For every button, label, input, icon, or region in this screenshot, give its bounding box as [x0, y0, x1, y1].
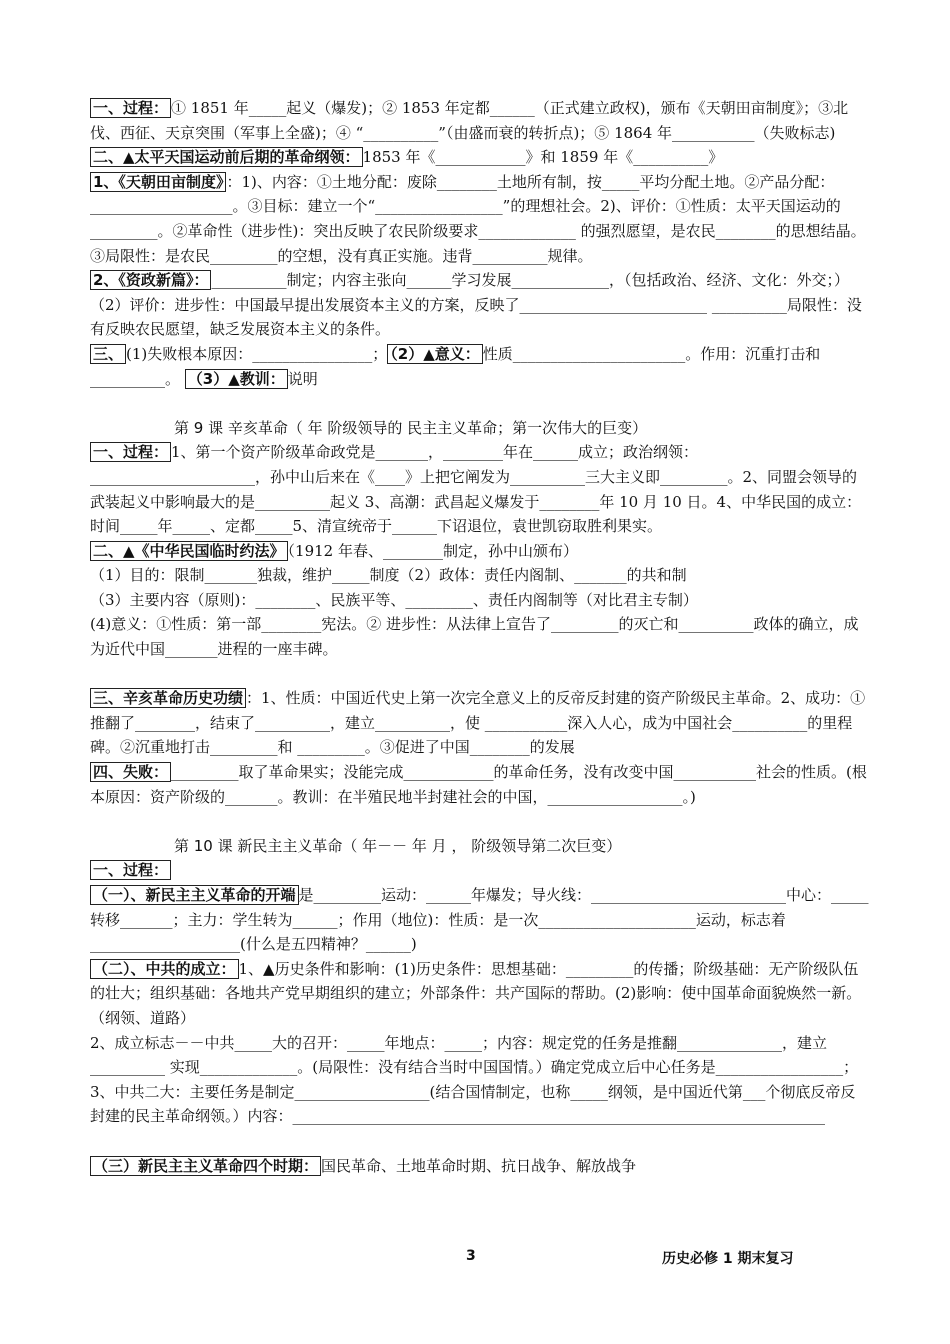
- section-heading: 1、《天朝田亩制度》: [90, 172, 226, 192]
- paragraph-text: 1853 年《____________》和 1859 年《__________》: [362, 148, 724, 167]
- paragraph-text: ① 1851 年_____起义（爆发)；② 1853 年定都______（正式建立政权)，颁布《天朝田亩制度》；③北伐、西征、天京突围（军事上全盛)；④ “__________”（由盛而衰的转折点)；⑤ 1864 年___________（失败标志): [90, 99, 849, 142]
- paragraph: [90, 957, 870, 1031]
- section-heading: （二）、中共的成立：: [90, 959, 239, 979]
- paragraph-text: 1、第一个资产阶级革命政党是_______，________年在______成立；政治纲领：______________________，孙中山后来在《____》上把它阐发为__________三大主义即_________。2、同盟会领导的武装起义中影响最大的是__________起义 3、高潮：武昌起义爆发于________年 10 月 10 日。4、中华民国的成立：时间_____年_____、定都_____5、清宣统帝于______下诏退位，袁世凯窃取胜利果实。: [90, 443, 862, 536]
- paragraph-text: (4)意义：①性质：第一部________宪法。② 进步性：从法律上宣告了_________的灭亡和__________政体的确立，成为近代中国_______进程的一座丰碑。: [90, 615, 859, 659]
- section-heading: 三、: [90, 344, 126, 364]
- paragraph: [90, 612, 870, 661]
- paragraph-text: 说明: [287, 369, 318, 388]
- section-heading: 一、过程：: [90, 860, 171, 880]
- page-number: 3: [466, 1248, 476, 1264]
- paragraph-text: 1、▲历史条件和影响：(1)历史条件：思想基础：_________的传播；阶级基础：无产阶级队伍的壮大；组织基础：各地共产党早期组织的建立；外部条件：共产国际的帮助。(2)影响：使中国革命面貌焕然一新。（纲领、道路）: [90, 959, 862, 1027]
- paragraph: [90, 563, 870, 588]
- paragraph-text: 性质_______________________。作用：沉重打击和 __________。: [90, 344, 821, 388]
- section-heading: （2）▲意义：: [387, 344, 482, 364]
- spacer: [90, 391, 870, 416]
- lesson-heading: 第 9 课 辛亥革命（ 年 阶级领导的 民主主义革命；第一次伟大的巨变）: [174, 418, 648, 437]
- paragraph-text: （1）目的：限制_______独裁，维护_____制度（2）政体：责任内阁制、_______的共和制: [90, 566, 687, 585]
- spacer: [90, 1129, 870, 1154]
- paragraph: [90, 539, 870, 564]
- paragraph: [90, 883, 870, 957]
- section-heading: （3）▲教训：: [185, 369, 288, 389]
- section-heading: 二、▲太平天国运动前后期的革命纲领：: [90, 147, 363, 167]
- paragraph: [90, 858, 870, 883]
- paragraph-text: （3）主要内容（原则)：________、民族平等、_________、责任内阁制等（对比君主专制）: [90, 590, 698, 609]
- section-heading: 二、▲《中华民国临时约法》: [90, 541, 288, 561]
- paragraph: [90, 1031, 870, 1129]
- paragraph: [90, 145, 870, 170]
- paragraph-text: __________制定；内容主张向______学习发展_____________，（包括政治、经济、文化：外交；）（2）评价：进步性：中国最早提出发展资本主义的方案，反映了_________________________ __________局限性：没有反映农民愿望，缺乏发展资本主义的条件。: [90, 271, 862, 339]
- section-heading: 四、失败：: [90, 762, 171, 782]
- paragraph: [90, 686, 870, 760]
- paragraph-text: 国民革命、土地革命时期、抗日战争、解放战争: [321, 1156, 637, 1175]
- spacer: [90, 662, 870, 687]
- section-heading: 一、过程：: [90, 442, 171, 462]
- paragraph-text: （1912 年春、________制定，孙中山颁布）: [287, 541, 578, 560]
- document-title-footer: 历史必修 1 期末复习: [662, 1251, 794, 1267]
- section-heading: 一、过程：: [90, 98, 171, 118]
- paragraph: [90, 96, 870, 145]
- paragraph: [90, 1154, 870, 1179]
- paragraph: [90, 588, 870, 613]
- paragraph: [90, 440, 870, 538]
- paragraph-text: (1)失败根本原因：________________；: [126, 344, 388, 363]
- section-heading: （三）新民主主义革命四个时期：: [90, 1156, 321, 1176]
- section-heading: 三、辛亥革命历史功绩: [90, 688, 246, 708]
- paragraph: [90, 268, 870, 342]
- lesson-heading: 第 10 课 新民主主义革命（ 年－－ 年 月 ， 阶级领导第二次巨变）: [174, 836, 622, 855]
- paragraph-text: ：1)、内容：①土地分配：废除________土地所有制，按_____平均分配土地。②产品分配：___________________。③目标：建立一个“_________________”的理想社会。2)、评价：①性质：太平天国运动的_________。②革命性（进步性)：突出反映了农民阶级要求_____________ 的强烈愿望，是农民________的思想结晶。③局限性：是农民_________的空想，没有真正实施。违背__________规律。: [90, 172, 866, 265]
- section-heading: （一）、新民主主义革命的开端: [90, 885, 299, 905]
- paragraph: [90, 760, 870, 809]
- paragraph: [90, 170, 870, 268]
- paragraph-text: 是_________运动：______年爆发；导火线：__________________________中心：_____转移_______；主力：学生转为______；作用（地位)：性质：是一次_____________________运动，标志着____________________(什么是五四精神？______): [90, 886, 869, 954]
- paragraph-text: ：1、性质：中国近代史上第一次完全意义上的反帝反封建的资产阶级民主革命。2、成功：①推翻了________，结束了__________，建立__________，使 ___________深入人心，成为中国社会__________的里程碑。②沉重地打击_________和 _________。③促进了中国________的发展: [90, 689, 866, 757]
- paragraph: [90, 342, 870, 391]
- section-heading: 2、《资政新篇》：: [90, 270, 211, 290]
- spacer: [90, 809, 870, 834]
- paragraph-text: 2、成立标志－－中共_____大的召开：_____年地点：_____；内容：规定党的任务是推翻______________，建立__________ 实现_____________。(局限性：没有结合当时中国国情。）确定党成立后中心任务是_________________；3、中共二大：主要任务是制定__________________(结合国情制定，也称_____纲领，是中国近代第___个彻底反帝反封建的民主革命纲领。）内容：_______________________________________________________________________: [90, 1033, 859, 1126]
- paragraph-text: _________取了革命果实；没能完成____________的革命任务，没有改变中国___________社会的性质。(根本原因：资产阶级的_______。教训：在半殖民地半封建社会的中国，__________________。): [90, 763, 867, 806]
- document-body: [90, 96, 870, 1178]
